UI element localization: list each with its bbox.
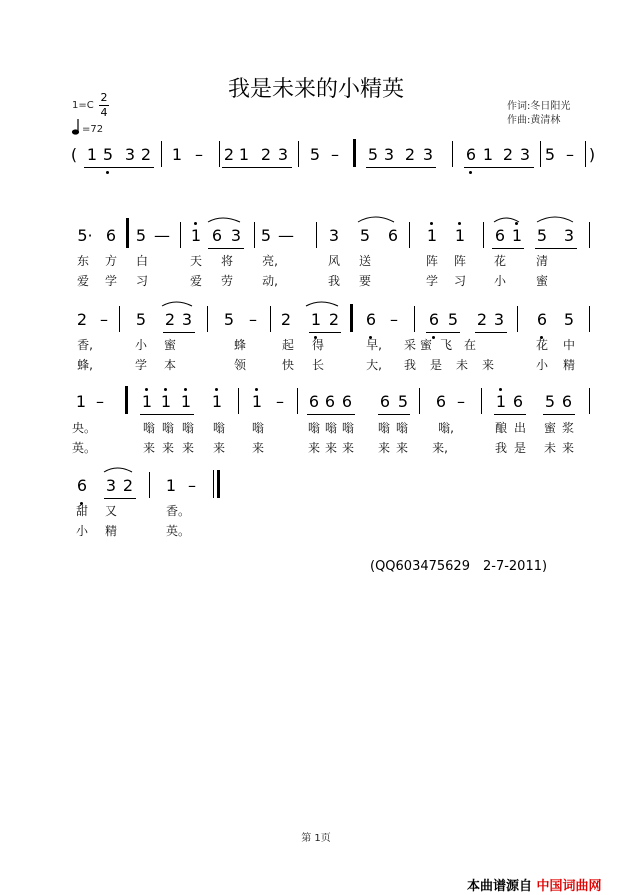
lyric: 来 [377, 441, 391, 455]
lyric: 天 [189, 254, 203, 268]
lyric: 蜜 [419, 338, 433, 352]
dash: — [154, 226, 170, 245]
note: 5 [447, 310, 459, 329]
lyric: 清 [535, 254, 549, 268]
note: 3 [230, 226, 242, 245]
note: 6 [494, 226, 506, 245]
note: 3 [328, 226, 340, 245]
dash: – [457, 392, 465, 411]
note: 1 [238, 145, 250, 164]
lyric: 香。 [165, 504, 191, 518]
note: 5 [397, 392, 409, 411]
note: 1 [251, 392, 263, 411]
lyric: 习 [453, 274, 467, 288]
note: 2 [280, 310, 292, 329]
note: 5 [102, 145, 114, 164]
lyric: 嗡 [341, 421, 355, 435]
lyric: 东 [76, 254, 90, 268]
lyric: 动, [262, 274, 278, 288]
lyric: 来 [341, 441, 355, 455]
note: 2 [164, 310, 176, 329]
lyric: 甜 [75, 504, 89, 518]
note: 5 [135, 226, 147, 245]
lyric: 阵 [453, 254, 467, 268]
lyric: 又 [104, 504, 118, 518]
lyric: 要 [358, 274, 372, 288]
lyric: 送 [358, 254, 372, 268]
note: 6 [561, 392, 573, 411]
lyric: 来 [212, 441, 226, 455]
note: 3 [519, 145, 531, 164]
dash: – [96, 392, 104, 411]
note: 5 [563, 310, 575, 329]
lyric: 在 [463, 338, 477, 352]
dash: – [390, 310, 398, 329]
lyric: 风 [327, 254, 341, 268]
note: 1 [211, 392, 223, 411]
key-signature: 1=C [72, 100, 94, 111]
lyric: 白 [135, 254, 149, 268]
note: 6 [379, 392, 391, 411]
note: 6 [387, 226, 399, 245]
note: 6 [512, 392, 524, 411]
note: 6 [365, 310, 377, 329]
lyric: 爱 [76, 274, 90, 288]
lyric: 阵 [425, 254, 439, 268]
lyric: 我 [327, 274, 341, 288]
note: 1 [160, 392, 172, 411]
lyric: 得 [311, 338, 325, 352]
lyric: 嗡 [181, 421, 195, 435]
note: 2 [502, 145, 514, 164]
dash: – [195, 145, 203, 164]
lyric: 爱 [189, 274, 203, 288]
lyric: 英。 [165, 524, 191, 538]
lyric: 小 [75, 524, 89, 538]
dash: — [278, 226, 294, 245]
note: 5 [544, 145, 556, 164]
lyric: 未 [455, 358, 469, 372]
note: 6 [308, 392, 320, 411]
lyric: 将 [220, 254, 234, 268]
note: 5 [536, 226, 548, 245]
note: 5 [135, 310, 147, 329]
lyric: 我 [403, 358, 417, 372]
note: 5· [77, 226, 93, 245]
note: 2 [140, 145, 152, 164]
note: 6 [105, 226, 117, 245]
lyric: 来 [395, 441, 409, 455]
note: 6 [435, 392, 447, 411]
meter-top: 2 [100, 91, 108, 104]
lyric: 来 [324, 441, 338, 455]
note: 1 [180, 392, 192, 411]
dash: – [566, 145, 574, 164]
lyric: 央。 [71, 421, 97, 435]
composer: 作曲:黄清林 [507, 115, 561, 126]
note: 1 [171, 145, 183, 164]
source-credit [467, 875, 602, 894]
lyric: 来 [251, 441, 265, 455]
lyric: 来 [142, 441, 156, 455]
note: 1 [75, 392, 87, 411]
lyric: 学 [104, 274, 118, 288]
note: 6 [211, 226, 223, 245]
note: 2 [476, 310, 488, 329]
note: 3 [277, 145, 289, 164]
lyric: 蜜 [543, 421, 557, 435]
score-title: 我是未来的小精英 [227, 77, 404, 102]
lyric: 起 [281, 338, 295, 352]
note: 2 [328, 310, 340, 329]
note: 1 [426, 226, 438, 245]
note: 1 [165, 476, 177, 495]
lyric: 蜜 [163, 338, 177, 352]
lyric: 嗡 [307, 421, 321, 435]
lyric: 未 [543, 441, 557, 455]
lyric: 蜂 [233, 338, 247, 352]
lyric: 早, [366, 338, 382, 352]
lyric: 花 [493, 254, 507, 268]
signature: (QQ603475629 2-7-2011) [370, 559, 548, 574]
lyric: 本 [163, 358, 177, 372]
note: 3 [383, 145, 395, 164]
page-label: 第 1页 [301, 833, 331, 844]
lyric: 精 [562, 358, 576, 372]
lyric: 小 [134, 338, 148, 352]
lyric: 飞 [439, 338, 453, 352]
note: 6 [76, 476, 88, 495]
lyric: 是 [513, 441, 527, 455]
note: 3 [422, 145, 434, 164]
note: 5 [309, 145, 321, 164]
lyric: 来 [181, 441, 195, 455]
lyric: 学 [425, 274, 439, 288]
note: 1 [310, 310, 322, 329]
note: 1 [86, 145, 98, 164]
tempo-marking: =72 [82, 124, 104, 135]
lyric: 中 [562, 338, 576, 352]
lyric: 小 [493, 274, 507, 288]
note: 6 [428, 310, 440, 329]
lyric: 浆 [561, 421, 575, 435]
lyric: 大, [366, 358, 382, 372]
lyric: 出 [513, 421, 527, 435]
lyric: 领 [233, 358, 247, 372]
source-prefix: 本曲谱源自 [467, 879, 533, 894]
note: 3 [493, 310, 505, 329]
note: 6 [465, 145, 477, 164]
note: 6 [324, 392, 336, 411]
dash: – [188, 476, 196, 495]
lyric: 习 [135, 274, 149, 288]
note: 1 [190, 226, 202, 245]
lyric: 嗡, [438, 421, 454, 435]
lyric: 亮, [262, 254, 278, 268]
note: 2 [76, 310, 88, 329]
note: 5 [260, 226, 272, 245]
lyric: 嗡 [377, 421, 391, 435]
note: 2 [260, 145, 272, 164]
lyric: 酿 [494, 421, 508, 435]
lyric: 来 [481, 358, 495, 372]
note: 1 [511, 226, 523, 245]
note: 1 [495, 392, 507, 411]
lyric: 香, [77, 338, 93, 352]
dash: – [249, 310, 257, 329]
note: 2 [404, 145, 416, 164]
source-site-link[interactable]: 中国词曲网 [536, 879, 602, 894]
lyric: 嗡 [395, 421, 409, 435]
lyric: 嗡 [212, 421, 226, 435]
lyric: 嗡 [324, 421, 338, 435]
lyric: 方 [104, 254, 118, 268]
note: 6 [341, 392, 353, 411]
lyric: 学 [134, 358, 148, 372]
lyric: 花 [535, 338, 549, 352]
open-paren: ( [70, 145, 78, 164]
lyric: 是 [429, 358, 443, 372]
lyric: 我 [494, 441, 508, 455]
lyric: 来 [307, 441, 321, 455]
lyric: 精 [104, 524, 118, 538]
note: 2 [122, 476, 134, 495]
note: 1 [454, 226, 466, 245]
note: 1 [141, 392, 153, 411]
note: 2 [223, 145, 235, 164]
lyric: 嗡 [142, 421, 156, 435]
lyric: 快 [281, 358, 295, 372]
note: 5 [223, 310, 235, 329]
lyric: 来 [161, 441, 175, 455]
dash: – [331, 145, 339, 164]
note: 3 [105, 476, 117, 495]
lyric: 嗡 [251, 421, 265, 435]
lyric: 来 [561, 441, 575, 455]
note: 5 [367, 145, 379, 164]
lyric: 蜜 [535, 274, 549, 288]
dash: – [100, 310, 108, 329]
meter-bottom: 4 [100, 106, 108, 119]
note: 5 [359, 226, 371, 245]
note: 3 [181, 310, 193, 329]
lyricist: 作词:冬日阳光 [507, 101, 571, 112]
dash: – [276, 392, 284, 411]
lyric: 小 [535, 358, 549, 372]
lyric: 嗡 [161, 421, 175, 435]
lyric: 长 [311, 358, 325, 372]
lyric: 劳 [220, 274, 234, 288]
note: 6 [536, 310, 548, 329]
note: 3 [124, 145, 136, 164]
close-paren: ) [588, 145, 596, 164]
lyric: 来, [432, 441, 448, 455]
note: 5 [544, 392, 556, 411]
lyric: 采 [403, 338, 417, 352]
lyric: 英。 [71, 441, 97, 455]
note: 3 [563, 226, 575, 245]
note: 1 [482, 145, 494, 164]
lyric: 蜂, [77, 358, 93, 372]
